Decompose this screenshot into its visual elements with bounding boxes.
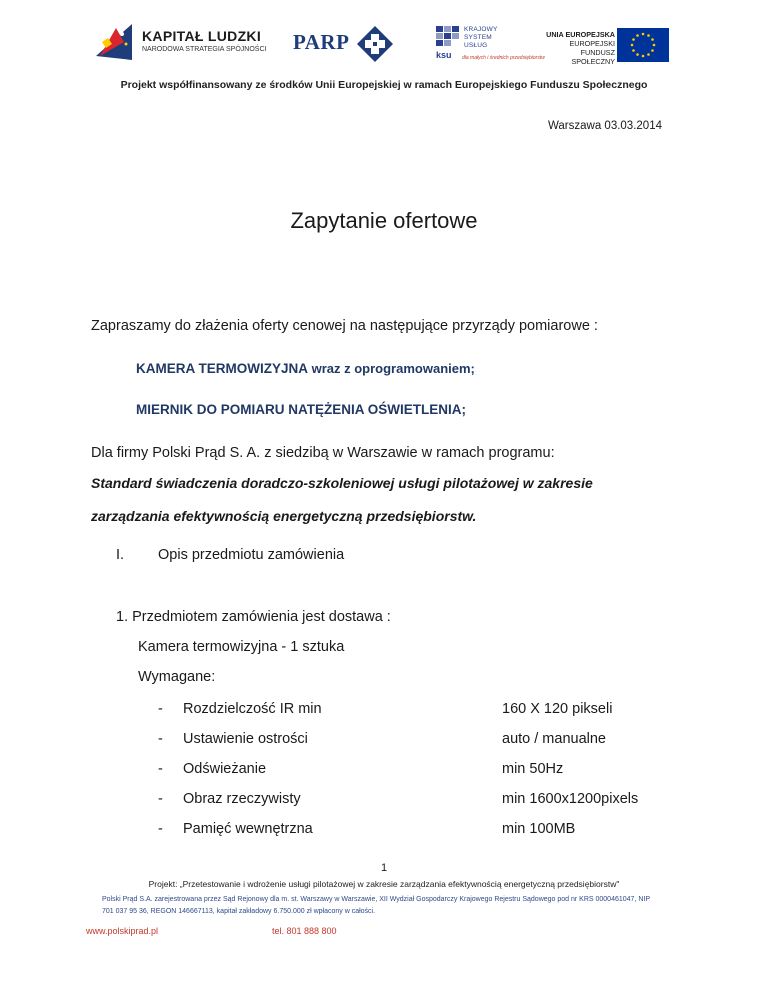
kapital-ludzki-subtitle: NARODOWA STRATEGIA SPÓJNOŚCI — [142, 46, 267, 53]
footer-project: Projekt: „Przetestowanie i wdrożenie usługi pilotażowej w zakresie zarządzania efektywnością energetyczną przedsiębiorstw" — [148, 879, 620, 889]
parp-logo — [293, 26, 403, 62]
product-line: Kamera termowizyjna - 1 sztuka — [138, 639, 345, 655]
spec-name: Pamięć wewnętrzna — [183, 821, 313, 837]
spec-value: min 50Hz — [502, 761, 564, 777]
document-date: Warszawa 03.03.2014 — [547, 120, 662, 132]
spec-name: Rozdzielczość IR min — [183, 701, 322, 717]
ksu-tagline: dla małych i średnich przedsiębiorstw — [462, 55, 545, 61]
spec-value: 160 X 120 pikseli — [502, 701, 613, 717]
ksu-line: USŁUG — [464, 42, 488, 49]
intro-paragraph: Zapraszamy do złażenia oferty cenowej na następujące przyrządy pomiarowe : — [91, 318, 598, 334]
eu-text — [540, 30, 615, 66]
document-title: Zapytanie ofertowe — [290, 208, 478, 233]
item-meter: MIERNIK DO POMIARU NATĘŻENIA OŚWIETLENIA; — [136, 402, 466, 417]
program-line-1: Standard świadczenia doradczo-szkoleniowej usługi pilotażowej w zakresie — [91, 475, 593, 491]
ksu-line: SYSTEM — [464, 34, 492, 41]
spec-dash: - — [158, 761, 163, 777]
spec-value: min 100MB — [502, 821, 576, 837]
ksu-logo — [436, 26, 545, 64]
parp-emblem-icon — [357, 26, 393, 62]
spec-dash: - — [158, 821, 163, 837]
program-line-2: zarządzania efektywnością energetyczną przedsiębiorstw. — [91, 508, 477, 524]
parp-text: PARP — [293, 30, 350, 54]
kapital-ludzki-logo — [94, 22, 266, 62]
eu-line: EUROPEJSKI — [569, 39, 615, 48]
spec-dash: - — [158, 731, 163, 747]
footer-legal: Polski Prąd S.A. zarejestrowana przez Sąd Rejonowy dla m. st. Warszawy w Warszawie, XII Wydział Gospodarczy Krajowego Rejestru Sądowego pod nr KRS 0000461047, NIP 701 037 95 36, REGON 146667113, kapitał zakładowy 6.750.000 zł wpłacony w całości. — [102, 896, 650, 915]
eu-flag-icon — [617, 28, 669, 62]
item-camera-rest: wraz z oprogramowaniem; — [308, 361, 475, 376]
ksu-short: ksu — [436, 50, 452, 60]
kapital-ludzki-title: KAPITAŁ LUDZKI — [142, 28, 262, 44]
footer-website-link[interactable]: www.polskiprad.pl — [86, 926, 159, 936]
spec-name: Ustawienie ostrości — [183, 731, 308, 747]
spec-name: Odświeżanie — [183, 761, 267, 777]
section-heading: Opis przedmiotu zamówienia — [158, 547, 345, 563]
eu-line: FUNDUSZ SPOŁECZNY — [571, 48, 615, 66]
required-label: Wymagane: — [138, 669, 216, 685]
kapital-ludzki-emblem-icon — [94, 22, 134, 62]
page-number: 1 — [380, 862, 388, 874]
footer-phone[interactable]: tel. 801 888 800 — [272, 926, 337, 936]
spec-dash: - — [158, 701, 163, 717]
spec-dash: - — [158, 791, 163, 807]
spec-name: Obraz rzeczywisty — [183, 791, 301, 807]
ksu-line: KRAJOWY — [464, 26, 498, 33]
list-item-1: 1. Przedmiotem zamówienia jest dostawa : — [116, 609, 391, 625]
eu-line: UNIA EUROPEJSKA — [546, 30, 615, 39]
ksu-name — [464, 26, 498, 50]
section-number: I. — [116, 547, 125, 563]
spec-value: min 1600x1200pixels — [502, 791, 639, 807]
company-line: Dla firmy Polski Prąd S. A. z siedzibą w Warszawie w ramach programu: — [91, 445, 555, 461]
item-camera — [136, 361, 475, 376]
item-camera-name: KAMERA TERMOWIZYJNA — [136, 361, 308, 376]
ksu-grid-icon — [436, 26, 460, 48]
cofinancing-note: Projekt współfinansowany ze środków Unii Europejskiej w ramach Europejskiego Funduszu Społecznego — [120, 79, 648, 91]
spec-value: auto / manualne — [502, 731, 606, 747]
